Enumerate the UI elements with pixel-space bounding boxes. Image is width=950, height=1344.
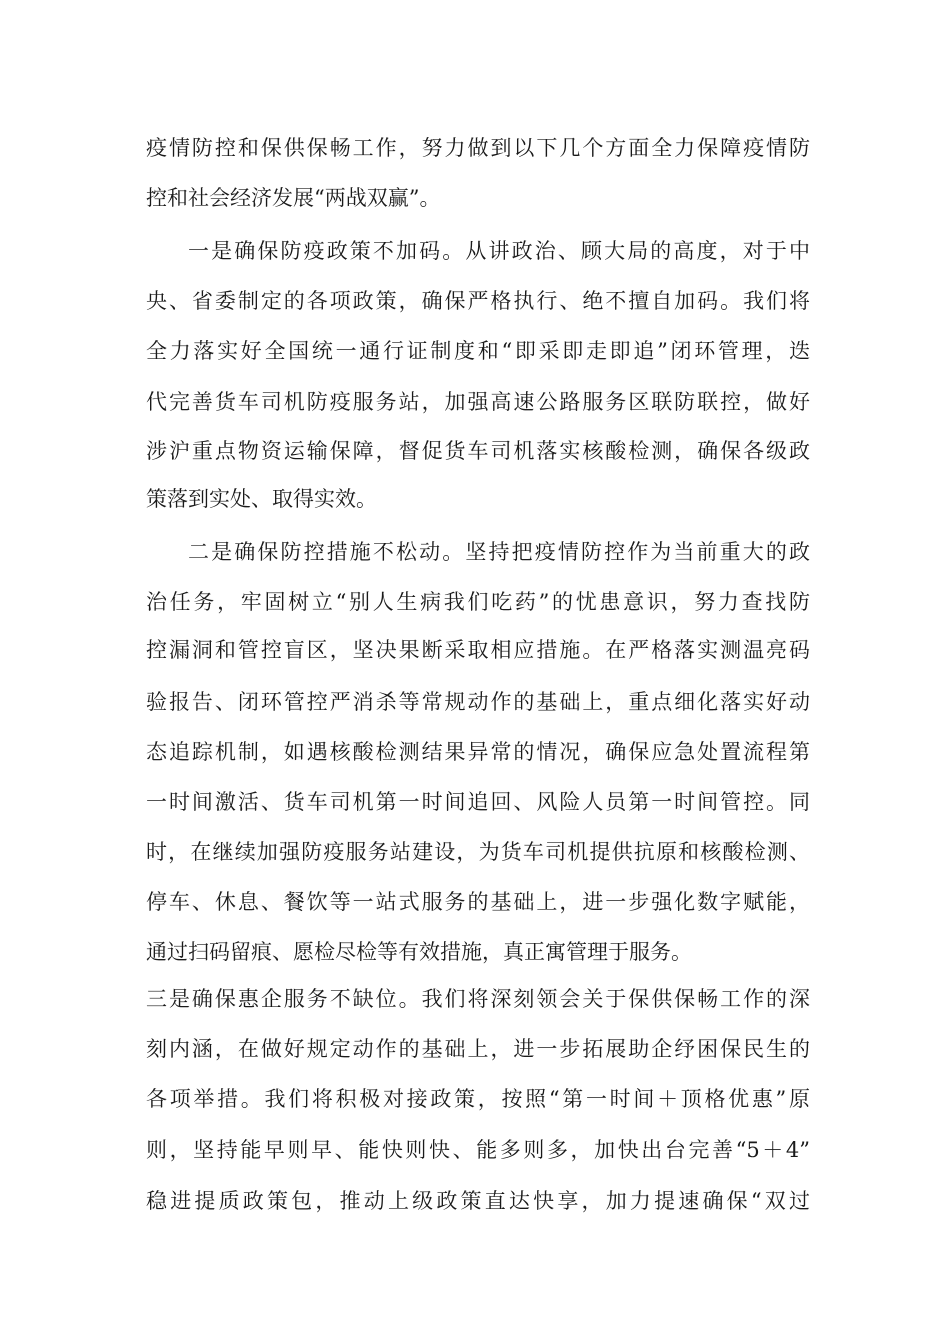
paragraph-line: 通过扫码留痕、愿检尽检等有效措施，真正寓管理于服务。 xyxy=(146,940,692,964)
paragraph-line: 二是确保防控措施不松动。坚持把疫情防控作为当前重大的政 xyxy=(188,540,810,564)
paragraph-line: 控和社会经济发展“两战双赢”。 xyxy=(146,186,441,210)
paragraph-line: 全力落实好全国统一通行证制度和“即采即走即追”闭环管理，迭 xyxy=(146,339,810,363)
paragraph-line: 央、省委制定的各项政策，确保严格执行、绝不擅自加码。我们将 xyxy=(146,289,810,313)
paragraph-line: 疫情防控和保供保畅工作，努力做到以下几个方面全力保障疫情防 xyxy=(146,136,810,160)
paragraph-line: 各项举措。我们将积极对接政策，按照“第一时间＋顶格优惠”原 xyxy=(146,1087,810,1111)
paragraph-line: 一是确保防疫政策不加码。从讲政治、顾大局的高度，对于中 xyxy=(188,239,810,263)
paragraph-line: 停车、休息、餐饮等一站式服务的基础上，进一步强化数字赋能， xyxy=(146,890,810,914)
paragraph-line: 三是确保惠企服务不缺位。我们将深刻领会关于保供保畅工作的深 xyxy=(146,987,810,1011)
paragraph-line: 策落到实处、取得实效。 xyxy=(146,487,377,511)
paragraph-line: 涉沪重点物资运输保障，督促货车司机落实核酸检测，确保各级政 xyxy=(146,439,810,463)
paragraph-line: 代完善货车司机防疫服务站，加强高速公路服务区联防联控，做好 xyxy=(146,390,810,414)
paragraph-line: 态追踪机制，如遇核酸检测结果异常的情况，确保应急处置流程第 xyxy=(146,740,810,764)
paragraph-line: 则，坚持能早则早、能快则快、能多则多，加快出台完善“5＋4” xyxy=(146,1138,810,1162)
paragraph-line: 刻内涵，在做好规定动作的基础上，进一步拓展助企纾困保民生的 xyxy=(146,1037,810,1061)
paragraph-line: 控漏洞和管控盲区，坚决果断采取相应措施。在严格落实测温亮码 xyxy=(146,638,810,662)
paragraph-line: 一时间激活、货车司机第一时间追回、风险人员第一时间管控。同 xyxy=(146,790,810,814)
paragraph-line: 稳进提质政策包，推动上级政策直达快享，加力提速确保“双过 xyxy=(146,1189,810,1213)
paragraph-line: 验报告、闭环管控严消杀等常规动作的基础上，重点细化落实好动 xyxy=(146,690,810,714)
paragraph-line: 治任务，牢固树立“别人生病我们吃药”的忧患意识，努力查找防 xyxy=(146,590,810,614)
paragraph-line: 时，在继续加强防疫服务站建设，为货车司机提供抗原和核酸检测、 xyxy=(146,840,810,864)
